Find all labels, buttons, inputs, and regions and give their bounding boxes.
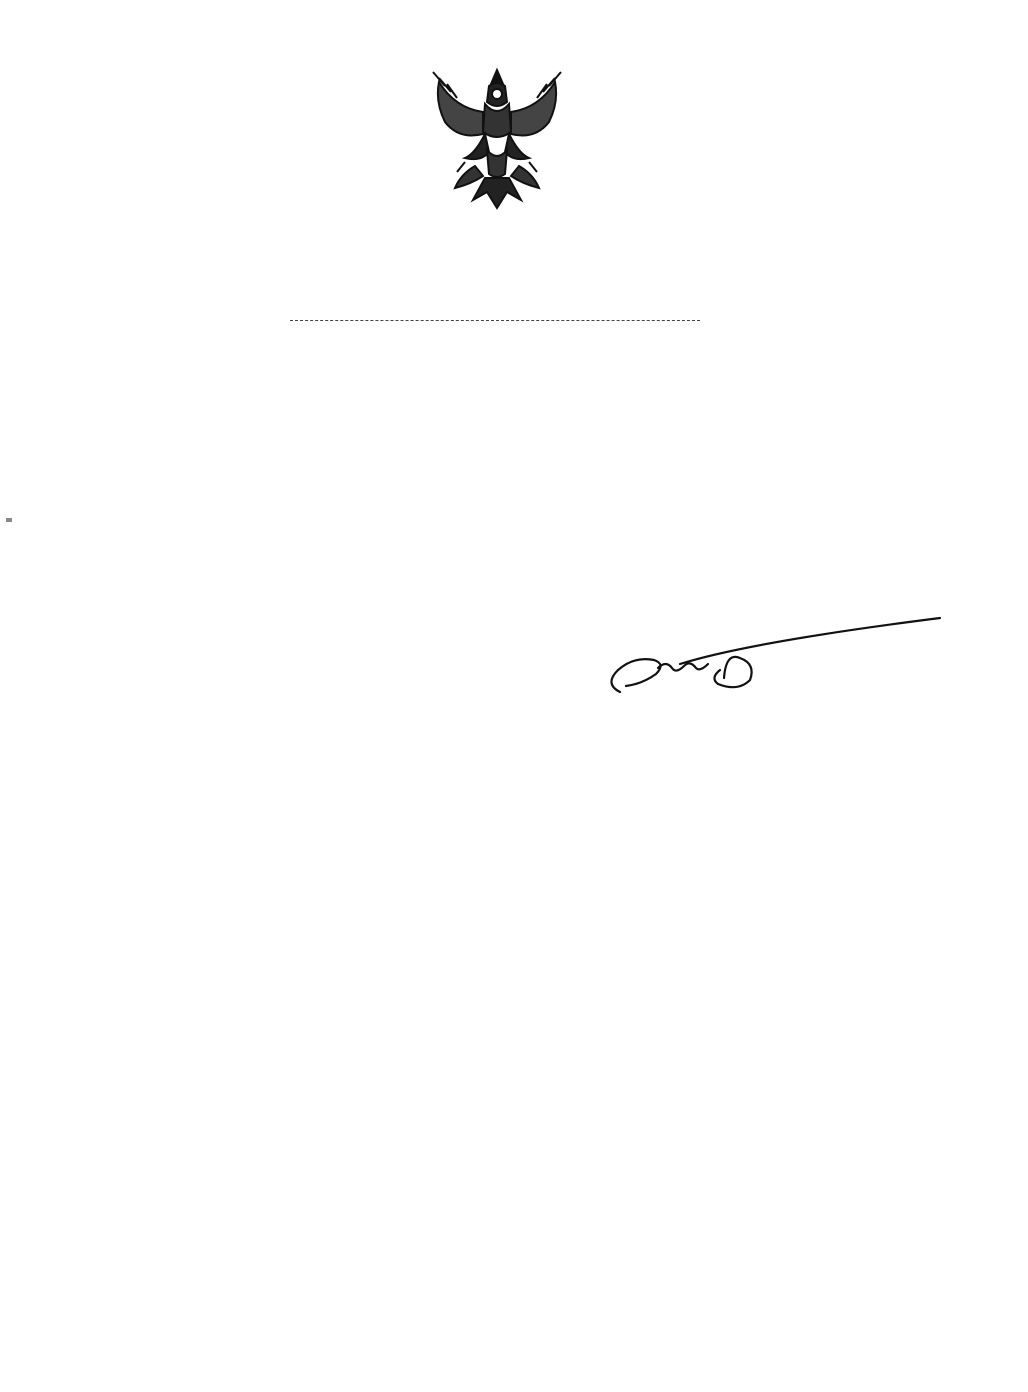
handwritten-signature bbox=[600, 612, 950, 702]
scan-mark bbox=[6, 518, 12, 522]
title-divider bbox=[290, 320, 700, 321]
garuda-emblem-icon bbox=[425, 62, 569, 212]
